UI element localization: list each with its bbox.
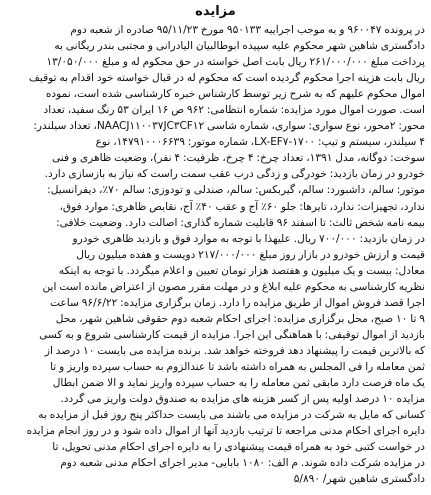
body-line: نظریه کارشناسی به محکوم علیه ابلاغ و در مهلت مقرر مصون از اعتراض مانده است این	[42, 280, 425, 293]
body-line: معادل: بیست و یک میلیون و هفتصد هزار تومان تعیین و اعلام میگردد. با توجه به اینکه	[58, 264, 425, 277]
body-line: کسانی که مایل به شرکت در مزایده می باشند می بایست حداکثر پنج روز قبل از مزایده به	[38, 409, 425, 422]
body-line: یک ماه فرصت دارد مابقی ثمن معامله را به حساب سپرده واریز نماید و الا ضمن ابطال	[52, 377, 425, 390]
notice-body	[6, 22, 425, 487]
body-line: در مزایده شرکت داده شوند. م الف: ۱۰۸۰ بابایی- مدیر اجرای احکام مدنی شعبه دوم	[60, 457, 425, 470]
body-line: که بالاترین قیمت را پیشنهاد دهد فروخته خواهد شد. برنده مزایده می بایست ۱۰ درصد از	[44, 344, 425, 357]
body-line: بیمه نامه شخص ثالث: تا اسفند ۹۶ قابلیت شماره گذاری: اصالت دارد. وضعیت خلافی:	[56, 216, 425, 229]
body-line: قیمت و ارزش خودرو در بازار روز مبلغ ۲۱۷/۰۰۰/۰۰۰ دویست و هفده میلیون ریال	[76, 248, 425, 261]
body-line: پرداخت مبلغ ۲۶۱/۰۰۰/۰۰۰ ریال بابت اصل خواسته در حق محکوم له و مبلغ ۱۳/۰۵۰/۰۰۰	[46, 56, 425, 69]
body-line: مزایده ۱۰ درصد اولیه پس از کسر هزینه های مزایده به صندوق دولت واریز می گردد.	[60, 393, 425, 406]
body-line: در خواست کتبی خود به همراه قیمت پیشنهادی را به دایره اجرای احکام مدنی تحویل، تا	[52, 441, 425, 454]
body-line: اجرا قصد فروش اموال از طریق مزایده را دارد. زمان برگزاری مزایده: ۹۶/۶/۲۲ ساعت	[50, 296, 425, 309]
body-line: محور: ۲محور، نوع سواری: سواری، شماره شاسی NAACJ۱۱۰۰۳۷JC۳CF۱۲، تعداد سیلندر:	[33, 120, 425, 133]
body-line: در زمان بازدید: ۷۰۰/۰۰۰ ریال. علیهذا با توجه به موارد فوق و بازدید ظاهری خودرو	[72, 232, 425, 245]
body-line: در پرونده ۹۶۰۰۴۷ و به موجب اجراییه ۹۵۰۱۳۳ مورخ ۹۵/۱۱/۲۳ صادره از شعبه دوم	[70, 24, 425, 36]
body-line: خودرو در زمان بازدید: خودرگی و زدگی درب عقب سمت راست که نیاز به بازسازی دارد.	[44, 168, 425, 181]
notice-title: مزایده	[195, 4, 236, 19]
body-line: سوخت: دوگانه، مدل ۱۳۹۱، تعداد چرخ: ۴ چرخ، ظرفیت: ۴ نفر)، وضعیت ظاهری و فنی	[51, 152, 425, 165]
body-line: ۴ سیلندر، سیستم و تیپ: LX-EF۷-۱۷۰۰، شماره موتور: ۱۴۷۹۱۰۰۰۶۶۳۹، نوع	[95, 136, 425, 149]
body-line: ریال بابت هزینه اجرا محکوم گردیده است که محکوم له در قبال خواسته خود اقدام به توقیف	[28, 72, 425, 85]
body-line: موتور: سالم، داشبورد: سالم، گیربکس: سالم، صندلی و تودوزی: سالم ۷۰٪، دیفرانسیل:	[47, 184, 425, 197]
body-line: اموال محکوم علیهم که به شرح زیر توسط کارشناس خبره کارشناسی شده است، نموده	[45, 88, 425, 101]
body-line: دادگستری شاهین شهر محکوم علیه سپیده ابوطالبیان الیادرانی و مجتبی بندر ریگانی به	[54, 40, 425, 53]
body-line: ندارد، تجهیزات: ندارد، تایرها: جلو ۶۰٪ آج و عقب ۴۰٪ آج، نقایص ظاهری: موارد فوق،	[59, 200, 425, 213]
body-line: است. صورت اموال مورد مزایده: شماره انتظامی: ۹۶۲ ص ۱۶ ایران ۵۳ رنگ سفید، تعداد	[43, 104, 425, 117]
body-line: ثمن معامله را فی المجلس به همراه داشته باشد تا عندالزوم به حساب سپرده واریز و تا	[50, 360, 425, 373]
body-line: ۹ تا ۱۰ صبح، محل برگزاری مزایده: اجرای احکام شعبه دوم حقوقی شاهین شهر، محل	[55, 312, 425, 325]
body-line: دایره اجرای احکام مدنی مراجعه تا ترتیب بازدید آنها از اموال داده شود و در روز انجام مزایده	[26, 425, 425, 438]
body-line: بازدید از اموال توقیفی: با هماهنگی این اجرا. مزایده از قیمت کارشناسی شروع و به کسی	[39, 328, 425, 341]
body-line: دادگستری شاهین شهر/ ۵/۸۹۰	[293, 473, 425, 486]
